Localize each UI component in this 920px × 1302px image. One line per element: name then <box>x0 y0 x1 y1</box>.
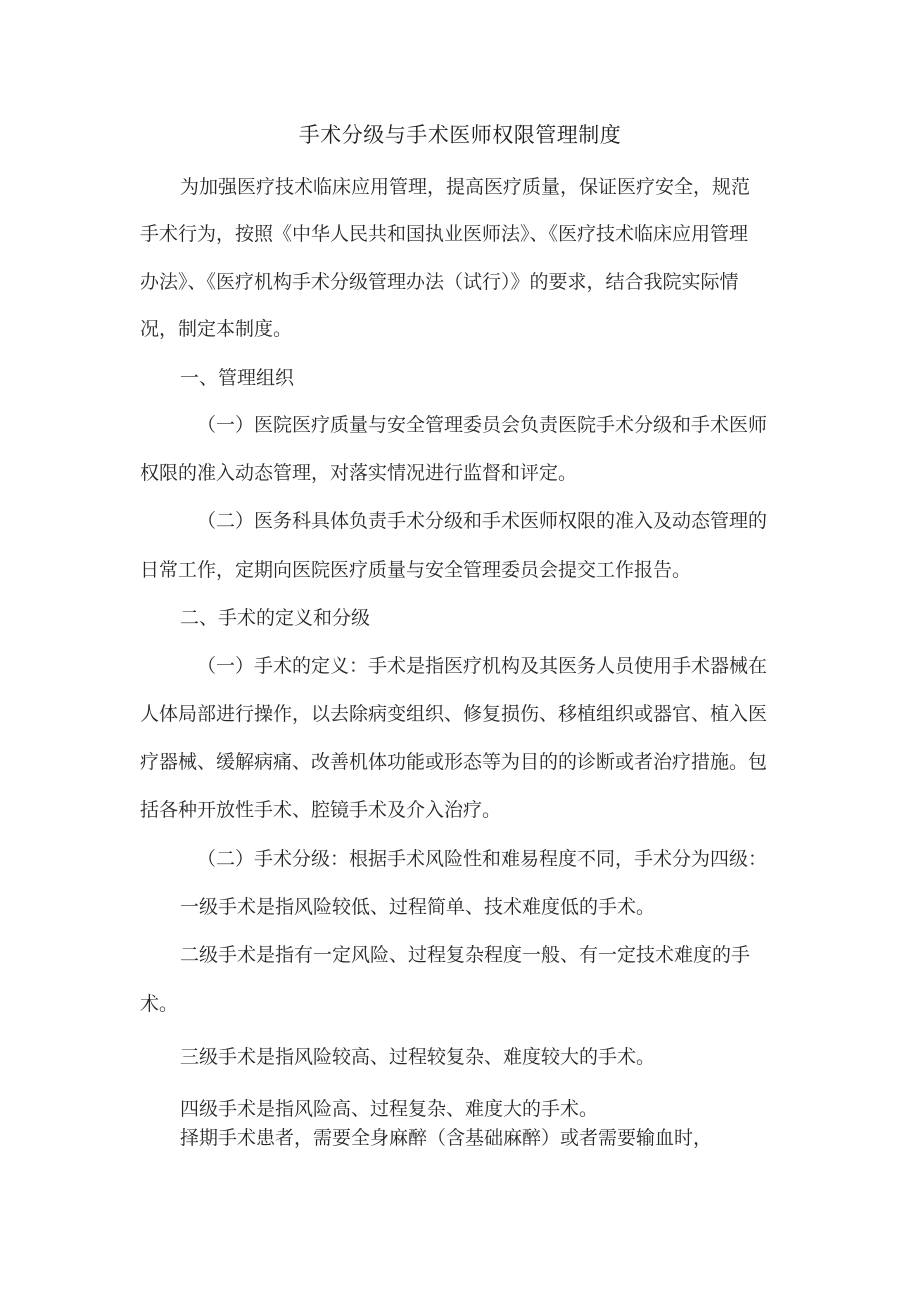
section-2-heading: 二、手术的定义和分级 <box>180 607 371 629</box>
section-1-item-2-line-2: 日常工作，定期向医院医疗质量与安全管理委员会提交工作报告。 <box>140 559 692 581</box>
document-title: 手术分级与手术医师权限管理制度 <box>298 123 622 147</box>
level-4-line: 四级手术是指风险高、过程复杂、难度大的手术。 <box>180 1098 599 1120</box>
section-1-item-1-line-1: （一）医院医疗质量与安全管理委员会负责医院手术分级和手术医师 <box>197 414 768 436</box>
intro-line-1: 为加强医疗技术临床应用管理，提高医疗质量，保证医疗安全，规范 <box>180 176 751 198</box>
elective-surgery-line: 择期手术患者，需要全身麻醉（含基础麻醉）或者需要输血时， <box>180 1127 713 1149</box>
section-1-item-1-line-2: 权限的准入动态管理，对落实情况进行监督和评定。 <box>140 462 578 484</box>
grading-line: （二）手术分级：根据手术风险性和难易程度不同，手术分为四级： <box>197 848 768 870</box>
level-3-line: 三级手术是指风险较高、过程较复杂、难度较大的手术。 <box>180 1046 656 1068</box>
section-1-item-2-line-1: （二）医务科具体负责手术分级和手术医师权限的准入及动态管理的 <box>197 510 768 532</box>
level-2-line-2: 术。 <box>140 993 179 1015</box>
section-1-heading: 一、管理组织 <box>180 367 295 389</box>
level-1-line: 一级手术是指风险较低、过程简单、技术难度低的手术。 <box>180 896 656 918</box>
intro-line-4: 况，制定本制度。 <box>140 318 293 340</box>
definition-line-4: 括各种开放性手术、腔镜手术及介入治疗。 <box>140 799 502 821</box>
definition-line-3: 疗器械、缓解病痛、改善机体功能或形态等为目的的诊断或者治疗措施。包 <box>140 751 768 773</box>
definition-line-2: 人体局部进行操作，以去除病变组织、修复损伤、移植组织或器官、植入医 <box>140 703 768 725</box>
definition-line-1: （一）手术的定义：手术是指医疗机构及其医务人员使用手术器械在 <box>197 655 768 677</box>
level-2-line-1: 二级手术是指有一定风险、过程复杂程度一般、有一定技术难度的手 <box>180 944 751 966</box>
intro-line-2: 手术行为，按照《中华人民共和国执业医师法》、《医疗技术临床应用管理 <box>140 223 749 245</box>
intro-line-3: 办法》、《医疗机构手术分级管理办法（试行）》的要求，结合我院实际情 <box>140 271 739 293</box>
